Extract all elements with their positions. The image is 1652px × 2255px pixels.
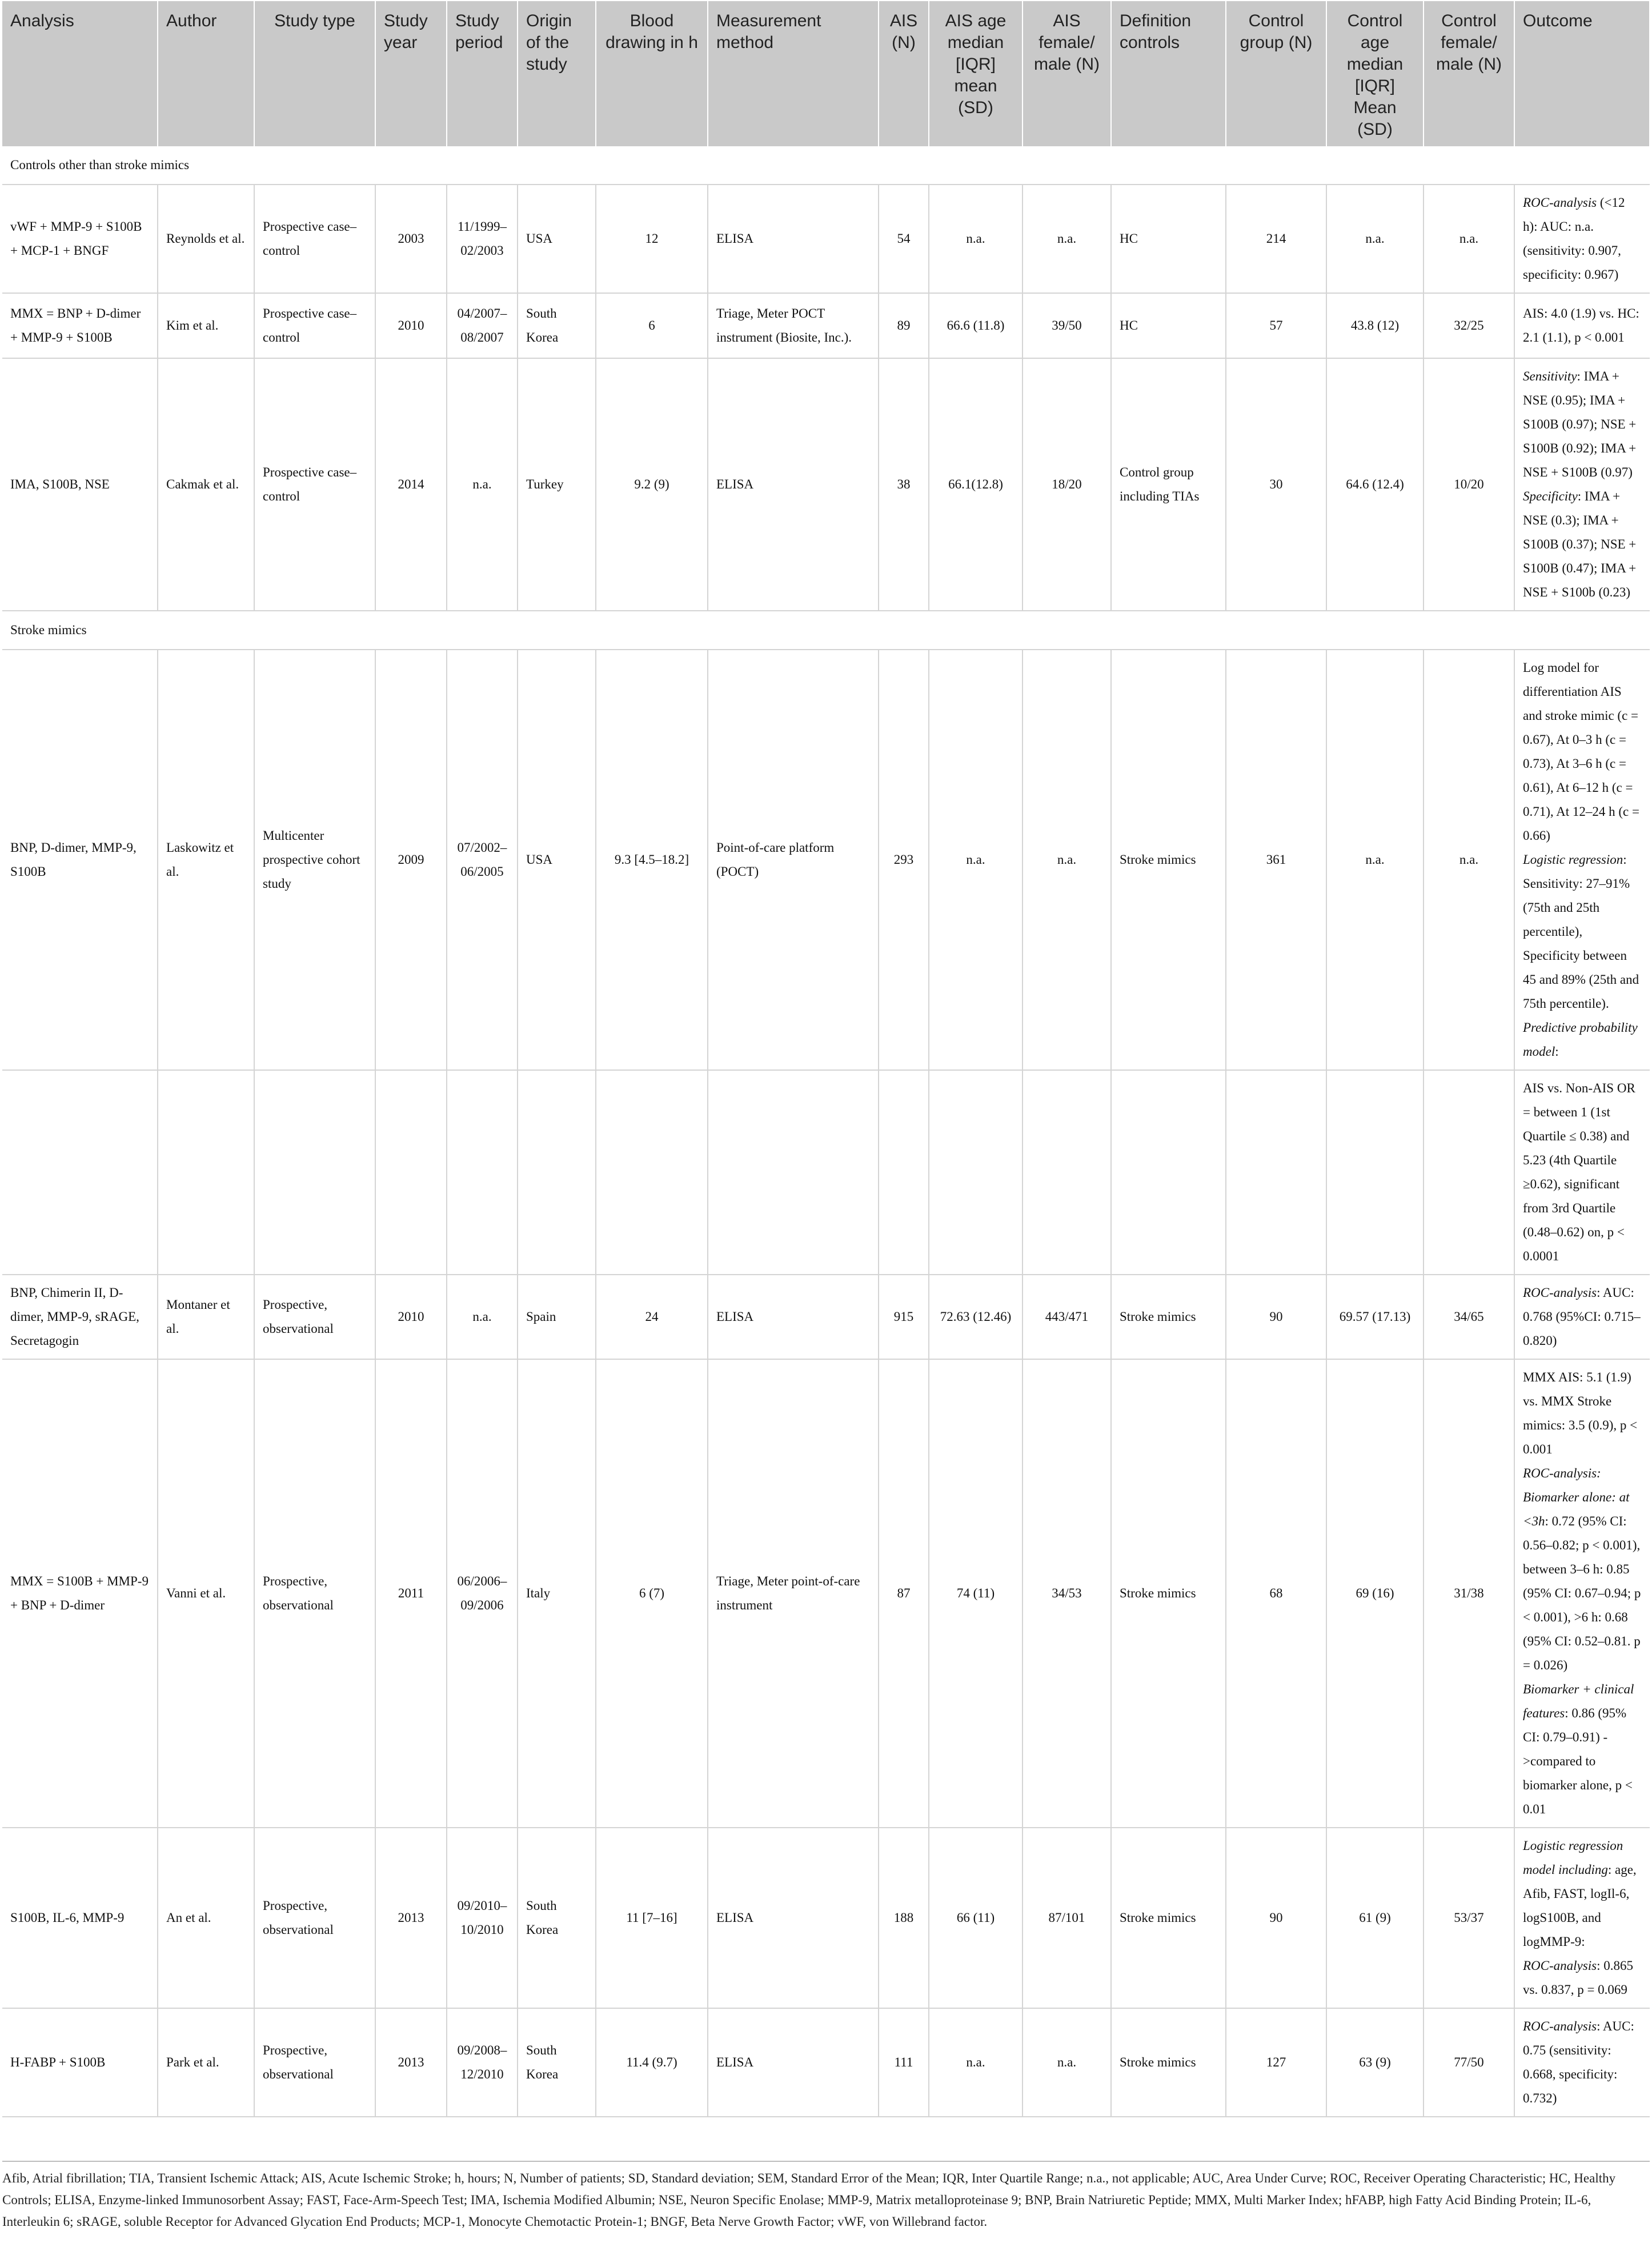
cell-measurement-method [708, 1070, 879, 1275]
col-header-measurement-method: Measurement method [708, 1, 879, 146]
cell-ais-female-male: 34/53 [1023, 1359, 1111, 1828]
cell-control-age: 63 (9) [1326, 2008, 1424, 2117]
cell-ais-n: 188 [879, 1828, 929, 2008]
cell-ais-age [929, 1070, 1023, 1275]
cell-ais-female-male: n.a. [1023, 650, 1111, 1070]
cell-study-period: 11/1999–02/2003 [447, 185, 518, 293]
cell-study-year [375, 1070, 447, 1275]
outcome-line [1523, 2014, 1642, 2110]
cell-control-female-male [1424, 1070, 1514, 1275]
cell-author: Reynolds et al. [158, 185, 254, 293]
col-header-definition-controls: Definition controls [1111, 1, 1226, 146]
cell-ais-n: 111 [879, 2008, 929, 2117]
cell-origin [518, 1070, 596, 1275]
table-row [2, 1828, 1650, 2008]
cell-blood-drawing: 11.4 (9.7) [596, 2008, 708, 2117]
col-header-outcome: Outcome [1514, 1, 1650, 146]
outcome-text: : 0.72 (95% CI: 0.56–0.82; p < 0.001), between 3–6 h: 0.85 (95% CI: 0.67–0.94; p < 0.001), >6 h: 0.68 (95% CI: 0.52–0.81. p = 0.026) [1523, 1514, 1641, 1672]
cell-definition-controls: Stroke mimics [1111, 2008, 1226, 2117]
cell-ais-female-male: n.a. [1023, 185, 1111, 293]
table-row [2, 358, 1650, 611]
col-header-study-period: Study period [447, 1, 518, 146]
outcome-label: Log model for differentiation AIS and stroke mimic (c = 0.67), At 0–3 h (c = 0.73), At 3–6 h (c = 0.61), At 6–12 h (c = 0.71), At 12–24 h (c = 0.66) [1523, 660, 1639, 843]
outcome-text: : 0.865 vs. 0.837, p = 0.069 [1523, 1958, 1633, 1997]
outcome-text: : age, Afib, FAST, logIl-6, logS100B, and logMMP-9: [1523, 1863, 1637, 1949]
outcome-label: ROC-analysis [1523, 1958, 1597, 1973]
cell-analysis: BNP, D-dimer, MMP-9, S100B [2, 650, 158, 1070]
outcome-line [1523, 302, 1642, 350]
cell-study-period [447, 1070, 518, 1275]
cell-ais-n: 54 [879, 185, 929, 293]
cell-origin: Spain [518, 1275, 596, 1359]
outcome-line [1523, 191, 1642, 287]
cell-analysis: S100B, IL-6, MMP-9 [2, 1828, 158, 2008]
cell-ais-female-male [1023, 1070, 1111, 1275]
cell-study-period: n.a. [447, 358, 518, 611]
cell-author: Laskowitz et al. [158, 650, 254, 1070]
cell-study-type: Prospective, observational [254, 1275, 375, 1359]
biomarker-table [2, 1, 1650, 2117]
cell-blood-drawing: 9.2 (9) [596, 358, 708, 611]
outcome-line [1523, 848, 1642, 1016]
cell-control-female-male: n.a. [1424, 650, 1514, 1070]
cell-ais-age: n.a. [929, 185, 1023, 293]
cell-control-n: 90 [1226, 1275, 1326, 1359]
outcome-line [1523, 1016, 1642, 1064]
outcome-line [1523, 1834, 1642, 1954]
col-header-ais-n: AIS (N) [879, 1, 929, 146]
cell-measurement-method: ELISA [708, 185, 879, 293]
cell-ais-n: 87 [879, 1359, 929, 1828]
cell-origin: Italy [518, 1359, 596, 1828]
col-header-study-type: Study type [254, 1, 375, 146]
cell-ais-n: 293 [879, 650, 929, 1070]
cell-origin: South Korea [518, 293, 596, 358]
cell-control-female-male: 10/20 [1424, 358, 1514, 611]
cell-origin: Turkey [518, 358, 596, 611]
outcome-line [1523, 1954, 1642, 2002]
cell-author: Kim et al. [158, 293, 254, 358]
cell-blood-drawing: 24 [596, 1275, 708, 1359]
cell-definition-controls [1111, 1070, 1226, 1275]
cell-control-n: 68 [1226, 1359, 1326, 1828]
cell-origin: South Korea [518, 2008, 596, 2117]
table-row [2, 1359, 1650, 1828]
cell-ais-female-male: 18/20 [1023, 358, 1111, 611]
cell-outcome [1514, 293, 1650, 358]
col-header-analysis: Analysis [2, 1, 158, 146]
cell-definition-controls: HC [1111, 293, 1226, 358]
cell-definition-controls: Stroke mimics [1111, 650, 1226, 1070]
cell-control-female-male: 77/50 [1424, 2008, 1514, 2117]
cell-study-type: Prospective, observational [254, 1359, 375, 1828]
cell-origin: South Korea [518, 1828, 596, 2008]
cell-blood-drawing [596, 1070, 708, 1275]
cell-ais-female-male: 87/101 [1023, 1828, 1111, 2008]
cell-ais-n: 89 [879, 293, 929, 358]
cell-blood-drawing: 12 [596, 185, 708, 293]
cell-study-period: 09/2010–10/2010 [447, 1828, 518, 2008]
cell-outcome [1514, 358, 1650, 611]
outcome-label: AIS vs. Non-AIS OR = between 1 (1st Quartile ≤ 0.38) and 5.23 (4th Quartile ≥0.62), significant from 3rd Quartile (0.48–0.62) on, p < 0.0001 [1523, 1081, 1635, 1263]
cell-origin: USA [518, 650, 596, 1070]
cell-ais-female-male: 443/471 [1023, 1275, 1111, 1359]
col-header-control-age: Control age median [IQR] Mean (SD) [1326, 1, 1424, 146]
cell-blood-drawing: 6 (7) [596, 1359, 708, 1828]
cell-ais-n [879, 1070, 929, 1275]
table-row [2, 1070, 1650, 1275]
cell-study-period: 04/2007–08/2007 [447, 293, 518, 358]
cell-study-period: n.a. [447, 1275, 518, 1359]
cell-control-age: n.a. [1326, 185, 1424, 293]
cell-study-type: Prospective case–control [254, 358, 375, 611]
cell-ais-age: 66 (11) [929, 1828, 1023, 2008]
outcome-text: : AUC: 0.768 (95%CI: 0.715–0.820) [1523, 1285, 1641, 1348]
cell-study-year: 2003 [375, 185, 447, 293]
cell-study-period: 07/2002–06/2005 [447, 650, 518, 1070]
cell-control-female-male: 31/38 [1424, 1359, 1514, 1828]
cell-study-year: 2014 [375, 358, 447, 611]
cell-analysis: MMX = S100B + MMP-9 + BNP + D-dimer [2, 1359, 158, 1828]
cell-author [158, 1070, 254, 1275]
cell-study-year: 2010 [375, 293, 447, 358]
cell-study-type: Prospective, observational [254, 2008, 375, 2117]
col-header-author: Author [158, 1, 254, 146]
outcome-line [1523, 656, 1642, 848]
cell-control-female-male: 32/25 [1424, 293, 1514, 358]
cell-study-type: Multicenter prospective cohort study [254, 650, 375, 1070]
cell-control-n: 361 [1226, 650, 1326, 1070]
cell-control-n: 127 [1226, 2008, 1326, 2117]
table-row [2, 2008, 1650, 2117]
table-row [2, 185, 1650, 293]
cell-origin: USA [518, 185, 596, 293]
table-row [2, 1275, 1650, 1359]
cell-ais-n: 915 [879, 1275, 929, 1359]
cell-measurement-method: ELISA [708, 1828, 879, 2008]
col-header-ais-age: AIS age median [IQR] mean (SD) [929, 1, 1023, 146]
cell-control-age: 64.6 (12.4) [1326, 358, 1424, 611]
outcome-label: AIS: 4.0 (1.9) vs. HC: 2.1 (1.1), p < 0.001 [1523, 306, 1639, 345]
cell-author: An et al. [158, 1828, 254, 2008]
col-header-control-n: Control group (N) [1226, 1, 1326, 146]
cell-study-type: Prospective, observational [254, 1828, 375, 2008]
cell-analysis: vWF + MMP-9 + S100B + MCP-1 + BNGF [2, 185, 158, 293]
cell-ais-female-male: 39/50 [1023, 293, 1111, 358]
section-row [2, 611, 1650, 650]
cell-ais-age: n.a. [929, 2008, 1023, 2117]
cell-definition-controls: Control group including TIAs [1111, 358, 1226, 611]
table-footnote: Afib, Atrial fibrillation; TIA, Transient Ischemic Attack; AIS, Acute Ischemic Stroke; h, hours; N, Number of patients; SD, Standard deviation; SEM, Standard Error of the Mean; IQR, Inter Quartile Range; n.a., not applicable; AUC, Area Under Curve; ROC, Receiver Operating Characteristic; HC, Healthy Controls; ELISA, Enzyme-linked Immunosorbent Assay; FAST, Face-Arm-Speech Test; IMA, Ischemia Modified Albumin; NSE, Neuron Specific Enolase; MMP-9, Matrix metalloproteinase 9; BNP, Brain Natriuretic Peptide; MMX, Multi Marker Index; hFABP, high Fatty Acid Binding Protein; IL-6, Interleukin 6; sRAGE, soluble Receptor for Advanced Glycation End Products; MCP-1, Monocyte Chemotactic Protein-1; BNGF, Beta Nerve Growth Factor; vWF, von Willebrand factor. [2, 2161, 1650, 2233]
cell-outcome [1514, 185, 1650, 293]
cell-study-type: Prospective case–control [254, 293, 375, 358]
outcome-text: : IMA + NSE (0.3); IMA + S100B (0.37); NSE + S100B (0.47); IMA + NSE + S100b (0.23) [1523, 489, 1637, 599]
col-header-origin: Origin of the study [518, 1, 596, 146]
outcome-text: : IMA + NSE (0.95); IMA + S100B (0.97); NSE + S100B (0.92); IMA + NSE + S100B (0.97) [1523, 369, 1637, 479]
cell-control-n: 90 [1226, 1828, 1326, 2008]
cell-analysis: IMA, S100B, NSE [2, 358, 158, 611]
cell-control-female-male: 34/65 [1424, 1275, 1514, 1359]
cell-study-type: Prospective case–control [254, 185, 375, 293]
cell-author: Cakmak et al. [158, 358, 254, 611]
table-row [2, 650, 1650, 1070]
outcome-label: ROC-analysis: Biomarker alone: at <3h [1523, 1466, 1630, 1528]
cell-control-n [1226, 1070, 1326, 1275]
outcome-label: MMX AIS: 5.1 (1.9) vs. MMX Stroke mimics: 3.5 (0.9), p < 0.001 [1523, 1370, 1638, 1456]
cell-control-age: 69.57 (17.13) [1326, 1275, 1424, 1359]
cell-ais-n: 38 [879, 358, 929, 611]
cell-measurement-method: Triage, Meter point-of-care instrument [708, 1359, 879, 1828]
cell-ais-age: 74 (11) [929, 1359, 1023, 1828]
cell-outcome [1514, 1070, 1650, 1275]
outcome-label: Specificity [1523, 489, 1578, 503]
cell-analysis: MMX = BNP + D-dimer + MMP-9 + S100B [2, 293, 158, 358]
cell-measurement-method: Triage, Meter POCT instrument (Biosite, Inc.). [708, 293, 879, 358]
cell-outcome [1514, 1359, 1650, 1828]
outcome-text: (<12 h): AUC: n.a. (sensitivity: 0.907, specificity: 0.967) [1523, 195, 1625, 282]
cell-blood-drawing: 9.3 [4.5–18.2] [596, 650, 708, 1070]
outcome-line [1523, 365, 1642, 484]
cell-blood-drawing: 11 [7–16] [596, 1828, 708, 2008]
cell-analysis: BNP, Chimerin II, D-dimer, MMP-9, sRAGE, Secretagogin [2, 1275, 158, 1359]
cell-ais-age: 72.63 (12.46) [929, 1275, 1023, 1359]
cell-outcome [1514, 2008, 1650, 2117]
cell-author: Park et al. [158, 2008, 254, 2117]
cell-study-period: 06/2006–09/2006 [447, 1359, 518, 1828]
cell-author: Vanni et al. [158, 1359, 254, 1828]
cell-study-year: 2013 [375, 2008, 447, 2117]
cell-measurement-method: ELISA [708, 358, 879, 611]
cell-control-age: n.a. [1326, 650, 1424, 1070]
outcome-line [1523, 1281, 1642, 1353]
cell-definition-controls: Stroke mimics [1111, 1828, 1226, 2008]
cell-definition-controls: Stroke mimics [1111, 1275, 1226, 1359]
section-title: Stroke mimics [2, 611, 1650, 650]
section-title: Controls other than stroke mimics [2, 146, 1650, 185]
outcome-label: Predictive probability model [1523, 1020, 1638, 1059]
cell-measurement-method: ELISA [708, 2008, 879, 2117]
cell-study-type [254, 1070, 375, 1275]
cell-outcome [1514, 650, 1650, 1070]
cell-analysis: H-FABP + S100B [2, 2008, 158, 2117]
outcome-line [1523, 1076, 1642, 1268]
outcome-line [1523, 1365, 1642, 1461]
cell-definition-controls: Stroke mimics [1111, 1359, 1226, 1828]
cell-measurement-method: Point-of-care platform (POCT) [708, 650, 879, 1070]
cell-control-age: 43.8 (12) [1326, 293, 1424, 358]
outcome-line [1523, 1461, 1642, 1677]
outcome-text: : 0.86 (95% CI: 0.79–0.91) ->compared to biomarker alone, p < 0.01 [1523, 1706, 1633, 1816]
cell-control-age [1326, 1070, 1424, 1275]
outcome-label: Biomarker + clinical features [1523, 1682, 1634, 1720]
cell-control-age: 69 (16) [1326, 1359, 1424, 1828]
outcome-line [1523, 1677, 1642, 1821]
cell-study-period: 09/2008–12/2010 [447, 2008, 518, 2117]
cell-study-year: 2011 [375, 1359, 447, 1828]
cell-study-year: 2010 [375, 1275, 447, 1359]
outcome-text: : [1555, 1044, 1559, 1059]
outcome-line [1523, 484, 1642, 604]
cell-control-n: 57 [1226, 293, 1326, 358]
cell-outcome [1514, 1828, 1650, 2008]
outcome-label: Sensitivity [1523, 369, 1577, 383]
section-row [2, 146, 1650, 185]
outcome-label: ROC-analysis [1523, 1285, 1597, 1300]
col-header-ais-female-male: AIS female/ male (N) [1023, 1, 1111, 146]
cell-definition-controls: HC [1111, 185, 1226, 293]
cell-control-age: 61 (9) [1326, 1828, 1424, 2008]
outcome-label: Logistic regression model including [1523, 1839, 1623, 1877]
cell-control-female-male: 53/37 [1424, 1828, 1514, 2008]
cell-ais-female-male: n.a. [1023, 2008, 1111, 2117]
cell-ais-age: n.a. [929, 650, 1023, 1070]
cell-control-n: 214 [1226, 185, 1326, 293]
outcome-label: ROC-analysis [1523, 2019, 1597, 2033]
outcome-text: : AUC: 0.75 (sensitivity: 0.668, specificity: 0.732) [1523, 2019, 1634, 2105]
table-row [2, 293, 1650, 358]
cell-study-year: 2009 [375, 650, 447, 1070]
col-header-blood-drawing: Blood drawing in h [596, 1, 708, 146]
col-header-study-year: Study year [375, 1, 447, 146]
cell-measurement-method: ELISA [708, 1275, 879, 1359]
cell-author: Montaner et al. [158, 1275, 254, 1359]
cell-ais-age: 66.6 (11.8) [929, 293, 1023, 358]
cell-study-year: 2013 [375, 1828, 447, 2008]
outcome-label: ROC-analysis [1523, 195, 1597, 210]
cell-control-n: 30 [1226, 358, 1326, 611]
cell-analysis [2, 1070, 158, 1275]
cell-ais-age: 66.1(12.8) [929, 358, 1023, 611]
table-body [2, 146, 1650, 2117]
cell-blood-drawing: 6 [596, 293, 708, 358]
header-row [2, 1, 1650, 146]
outcome-text: : Sensitivity: 27–91% (75th and 25th percentile), Specificity between 45 and 89% (25th and 75th percentile). [1523, 852, 1639, 1011]
cell-outcome [1514, 1275, 1650, 1359]
outcome-label: Logistic regression [1523, 852, 1623, 867]
col-header-control-female-male: Control female/ male (N) [1424, 1, 1514, 146]
cell-control-female-male: n.a. [1424, 185, 1514, 293]
